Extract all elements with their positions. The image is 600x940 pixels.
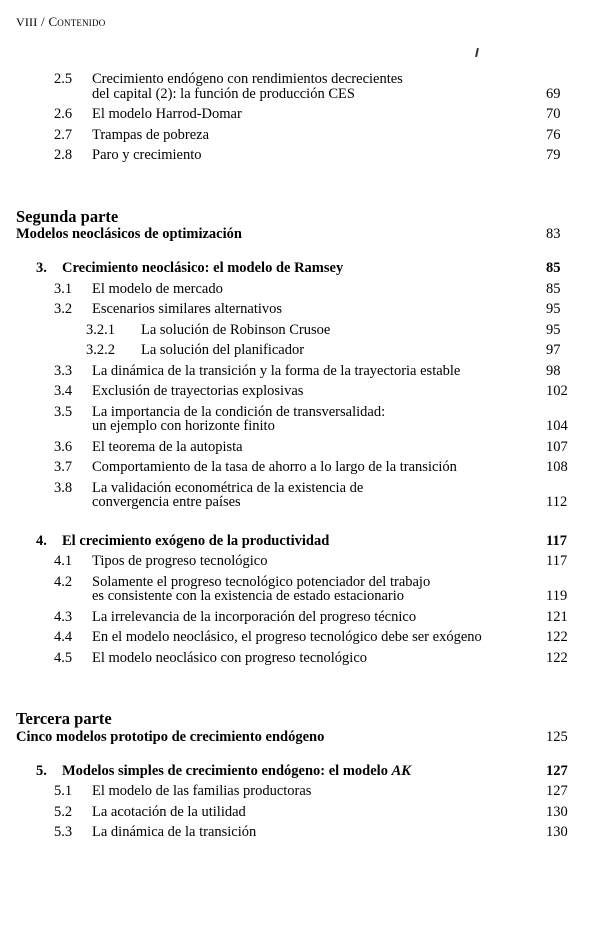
toc-entry-title-text: La acotación de la utilidad: [92, 803, 246, 820]
toc-entry-number: 3.5: [54, 403, 73, 420]
toc-entry-continuation: [92, 87, 586, 102]
toc-entry-title-continued: del capital (2): la función de producción CES: [92, 85, 355, 102]
toc-entry-title: [92, 72, 546, 87]
vertical-spacer: [16, 516, 586, 534]
toc-entry[interactable]: [16, 630, 586, 645]
toc-entry[interactable]: [16, 440, 586, 455]
toc-entry-title: [92, 554, 546, 569]
toc-entry-title-text: Solamente el progreso tecnológico potenciador del trabajo: [92, 573, 431, 590]
toc-entry-title-text: La importancia de la condición de transversalidad:: [92, 403, 386, 420]
toc-page-number: 76: [546, 126, 561, 143]
toc-entry-title-text: La solución de Robinson Crusoe: [141, 321, 331, 338]
toc-part-title-row: [16, 226, 586, 243]
vertical-spacer: [16, 840, 586, 846]
toc-page-number: 95: [546, 301, 561, 318]
toc-page-number: 125: [546, 728, 568, 745]
page-folio: VIII: [16, 15, 38, 29]
toc-entry-number: 3.: [36, 260, 47, 277]
toc-entry[interactable]: [16, 343, 586, 358]
toc-entry-title-text: Comportamiento de la tasa de ahorro a lo largo de la transición: [92, 459, 457, 476]
toc-entry[interactable]: [16, 282, 586, 297]
toc-page-number: 85: [546, 280, 561, 297]
toc-page-number: 69: [546, 85, 561, 102]
toc-part-heading[interactable]: [16, 709, 586, 746]
toc-entry[interactable]: [16, 364, 586, 379]
toc-entry[interactable]: [16, 575, 586, 590]
toc-page-number: 130: [546, 824, 568, 841]
toc-entry-number: 5.2: [54, 803, 73, 820]
toc-entry[interactable]: [16, 651, 586, 666]
toc-page-number: 130: [546, 803, 568, 820]
toc-entry-title-continued: es consistente con la existencia de estado estacionario: [92, 588, 405, 605]
toc-entry[interactable]: [16, 460, 586, 475]
toc-page-number: 83: [546, 225, 561, 242]
toc-entry-number: 3.6: [54, 438, 73, 455]
toc-entry-continuation: [92, 589, 586, 604]
table-of-contents: [16, 72, 586, 846]
toc-entry-number: 5.: [36, 762, 47, 779]
toc-entry-title: [92, 805, 546, 820]
toc-entry[interactable]: [16, 554, 586, 569]
vertical-spacer: [16, 671, 586, 709]
toc-entry-title-text: El modelo neoclásico con progreso tecnológico: [92, 649, 368, 666]
toc-entry-number: 3.3: [54, 362, 73, 379]
toc-entry-number: 4.1: [54, 553, 73, 570]
toc-entry-title-text: Trampas de pobreza: [92, 126, 210, 143]
toc-page-number: 127: [546, 783, 568, 800]
toc-entry-title-text: Crecimiento endógeno con rendimientos decrecientes: [92, 71, 403, 87]
toc-entry[interactable]: [16, 148, 586, 163]
toc-entry-number: 2.8: [54, 147, 73, 163]
toc-page-number: 122: [546, 629, 568, 646]
toc-entry-title: [92, 282, 546, 297]
toc-part-title: Modelos neoclásicos de optimización: [16, 225, 242, 242]
toc-entry-title: [92, 575, 546, 590]
toc-entry-title-text: Escenarios similares alternativos: [92, 301, 283, 318]
toc-entry-continuation: [92, 419, 586, 434]
toc-entry-title-text: El modelo Harrod-Domar: [92, 106, 242, 122]
toc-entry-title: [92, 481, 546, 496]
toc-entry-title: [62, 534, 546, 549]
toc-entry-title: [92, 440, 546, 455]
toc-entry-title-italic: AK: [391, 762, 411, 779]
toc-page-number: 95: [546, 321, 561, 338]
toc-entry-title: [92, 825, 546, 840]
toc-entry-number: 3.7: [54, 459, 73, 476]
running-head: [16, 14, 105, 30]
toc-entry-title-text: El teorema de la autopista: [92, 438, 243, 455]
toc-entry-title-text: Tipos de progreso tecnológico: [92, 553, 268, 570]
toc-page-number: 102: [546, 383, 568, 400]
toc-entry-title-text: El modelo de las familias productoras: [92, 783, 312, 800]
toc-entry-number: 2.5: [54, 71, 73, 87]
toc-entry-title: [92, 364, 546, 379]
toc-entry[interactable]: [16, 261, 586, 276]
toc-entry-title: [92, 460, 546, 475]
toc-entry[interactable]: [16, 825, 586, 840]
toc-entry-title-continued: un ejemplo con horizonte finito: [92, 418, 275, 435]
toc-entry[interactable]: [16, 805, 586, 820]
toc-entry-number: 3.4: [54, 383, 73, 400]
toc-page-number: 98: [546, 362, 561, 379]
toc-part-heading[interactable]: [16, 207, 586, 244]
toc-entry-title: [92, 784, 546, 799]
toc-part-label: Segunda parte: [16, 206, 119, 226]
toc-entry-title-text: La dinámica de la transición: [92, 824, 257, 841]
vertical-spacer: [16, 169, 586, 207]
toc-entry-number: 4.2: [54, 573, 73, 590]
stray-ink-mark: [475, 48, 479, 57]
toc-entry-number: 3.2.2: [86, 342, 115, 359]
toc-page-number: 112: [546, 494, 568, 511]
toc-page-number: 117: [546, 532, 567, 549]
toc-entry-title: [92, 128, 546, 143]
toc-page-number: 97: [546, 342, 561, 359]
toc-entry-title-text: En el modelo neoclásico, el progreso tecnológico debe ser exógeno: [92, 629, 482, 646]
toc-page-number: 79: [546, 147, 561, 163]
toc-page-number: 121: [546, 608, 568, 625]
toc-entry[interactable]: [16, 107, 586, 122]
toc-entry-title: [92, 384, 546, 399]
toc-page-number: 122: [546, 649, 568, 666]
vertical-spacer: [16, 243, 586, 261]
toc-entry[interactable]: [16, 764, 586, 779]
toc-entry-number: 5.3: [54, 824, 73, 841]
toc-part-title: Cinco modelos prototipo de crecimiento endógeno: [16, 728, 325, 745]
toc-entry-title: [141, 343, 546, 358]
toc-entry-title: [92, 405, 546, 420]
toc-entry-number: 4.4: [54, 629, 73, 646]
toc-entry-title-text: Exclusión de trayectorias explosivas: [92, 383, 304, 400]
toc-entry-title-text: La dinámica de la transición y la forma de la trayectoria estable: [92, 362, 461, 379]
vertical-spacer: [16, 746, 586, 764]
toc-entry-number: 2.7: [54, 126, 73, 143]
running-head-title: Contenido: [48, 14, 106, 29]
toc-entry-title: [92, 107, 546, 122]
toc-entry-title-text: La validación econométrica de la existencia de: [92, 479, 364, 496]
toc-entry-number: 4.5: [54, 649, 73, 666]
toc-entry-number: 5.1: [54, 783, 73, 800]
toc-entry-number: 2.6: [54, 106, 73, 122]
toc-entry-title: [92, 610, 546, 625]
toc-entry-number: 3.1: [54, 280, 73, 297]
toc-entry-title-text: Crecimiento neoclásico: el modelo de Ramsey: [62, 260, 344, 277]
toc-page-number: 107: [546, 438, 568, 455]
toc-entry-title-text: El crecimiento exógeno de la productividad: [62, 532, 330, 549]
toc-entry-number: 3.2.1: [86, 321, 115, 338]
toc-entry[interactable]: [16, 784, 586, 799]
toc-entry-title-text: Paro y crecimiento: [92, 147, 202, 163]
toc-entry-title: [92, 148, 546, 163]
toc-entry[interactable]: [16, 128, 586, 143]
toc-entry[interactable]: [16, 302, 586, 317]
toc-part-label: Tercera parte: [16, 709, 112, 729]
toc-entry-title: [92, 630, 546, 645]
toc-entry[interactable]: [16, 534, 586, 549]
toc-entry[interactable]: [16, 72, 586, 87]
toc-entry[interactable]: [16, 405, 586, 420]
toc-page-number: 85: [546, 260, 561, 277]
toc-entry-title: [141, 323, 546, 338]
toc-entry-number: 4.3: [54, 608, 73, 625]
toc-entry[interactable]: [16, 384, 586, 399]
toc-page-number: 70: [546, 106, 561, 122]
toc-entry-continuation: [92, 495, 586, 510]
toc-entry-title: [62, 261, 546, 276]
toc-entry[interactable]: [16, 481, 586, 496]
toc-entry-title: [62, 764, 546, 779]
toc-page-number: 119: [546, 588, 568, 605]
toc-entry-title-text: La solución del planificador: [141, 342, 305, 359]
toc-entry[interactable]: [16, 610, 586, 625]
toc-entry-number: 4.: [36, 532, 47, 549]
toc-entry-number: 3.2: [54, 301, 73, 318]
toc-entry-title-text: El modelo de mercado: [92, 280, 223, 297]
toc-entry-title-text: La irrelevancia de la incorporación del progreso técnico: [92, 608, 417, 625]
toc-entry-title-continued: convergencia entre países: [92, 494, 241, 511]
toc-entry-number: 3.8: [54, 479, 73, 496]
toc-page-number: 117: [546, 553, 568, 570]
toc-entry[interactable]: [16, 323, 586, 338]
toc-page-number: 127: [546, 762, 568, 779]
toc-entry-title: [92, 302, 546, 317]
toc-entry-title-text: Modelos simples de crecimiento endógeno: el modelo: [62, 762, 392, 779]
toc-part-title-row: [16, 729, 586, 746]
toc-page-number: 108: [546, 459, 568, 476]
running-head-separator: /: [41, 14, 45, 29]
toc-entry-title: [92, 651, 546, 666]
toc-page-number: 104: [546, 418, 568, 435]
